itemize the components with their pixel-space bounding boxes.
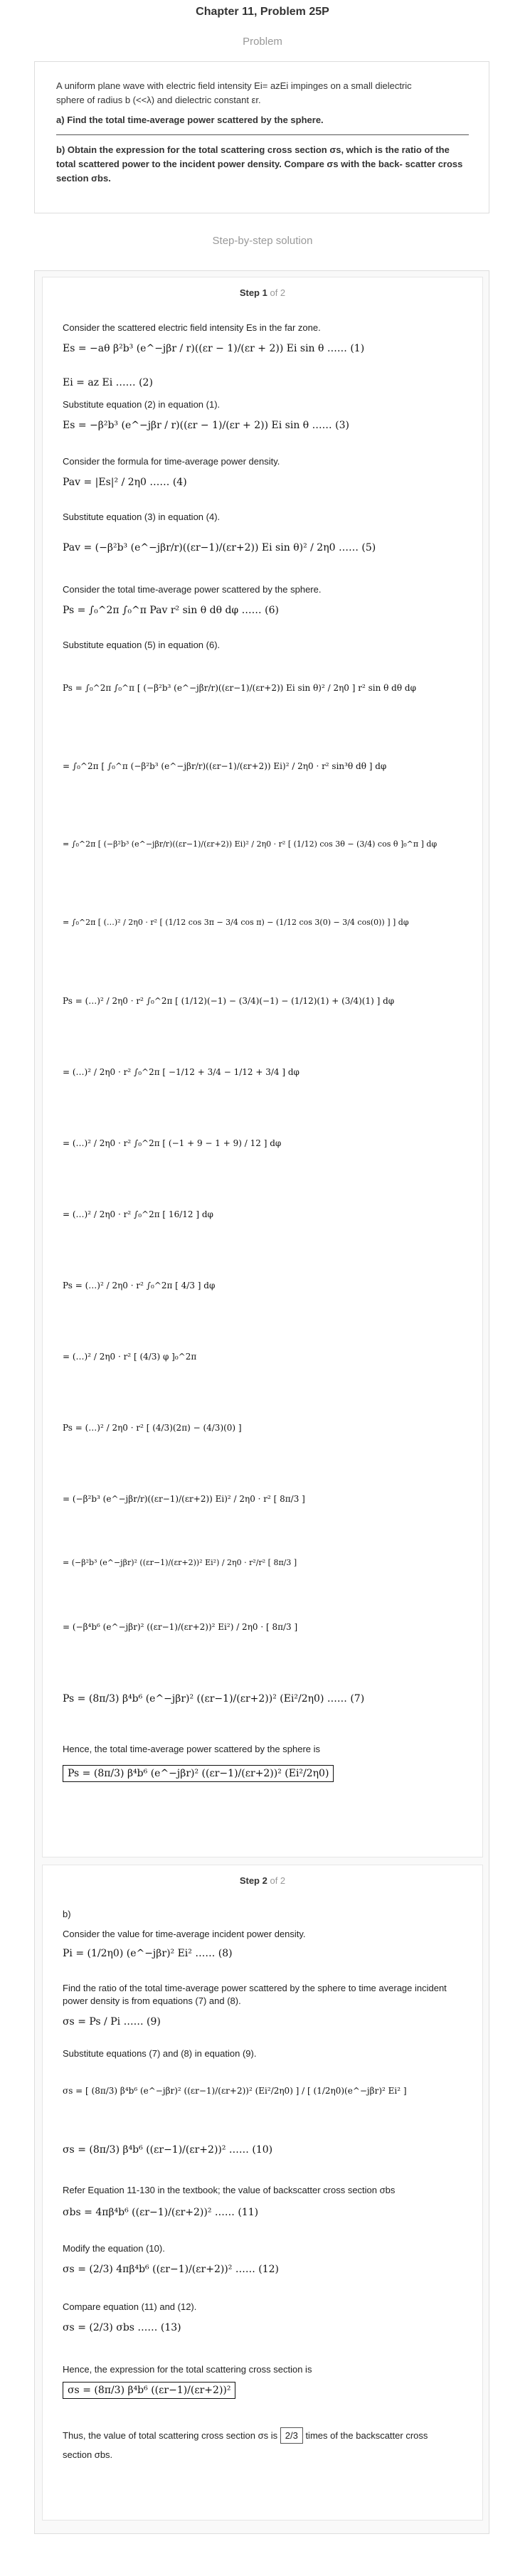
part-b-label: b) [56,144,65,155]
conclusion-text-2: times of the backscatter cross [305,2430,428,2441]
equation-13: σs = (2/3) σbs …… (13) [63,2322,181,2333]
text-line: Substitute equation (3) in equation (4). [63,512,221,522]
tab-problem[interactable]: Problem [243,36,282,48]
derivation-line: Ps = (…)² / 2η0 · r² ∫₀^2π [ 4/3 ] dφ [63,1281,216,1290]
part-a-label: a) [56,115,65,125]
part-b-line-2: total scattered power to the incident power density. Compare σs with the back- scatter cross [56,159,463,169]
text-line: Hence, the expression for the total scattering cross section is [63,2364,312,2375]
equation-5: Pav = (−β²b³ (e^−jβr/r)((εr−1)/(εr+2)) Ei sin θ)² / 2η0 …… (5) [63,542,376,553]
derivation-line: = (−β²b³ (e^−jβr/r)((εr−1)/(εr+2)) Ei)² / 2η0 · r² [ 8π/3 ] [63,1494,305,1504]
text-line: Substitute equation (5) in equation (6). [63,640,221,650]
text-line: Consider the scattered electric field intensity Es in the far zone. [63,322,321,333]
text-line: Compare equation (11) and (12). [63,2301,197,2312]
problem-text-line-1: A uniform plane wave with electric field intensity Ei= azEi impinges on a small dielectric [56,80,412,91]
equation-12: σs = (2/3) 4πβ⁴b⁶ ((εr−1)/(εr+2))² …… (12) [63,2264,280,2275]
text-line: Consider the value for time-average incident power density. [63,1929,306,1939]
equation-3: Es = −β²b³ (e^−jβr / r)((εr − 1)/(εr + 2)) Ei sin θ …… (3) [63,420,349,431]
derivation-line: = (−β⁴b⁶ (e^−jβr)² ((εr−1)/(εr+2))² Ei²) / 2η0 · [ 8π/3 ] [63,1622,298,1632]
text-line: Substitute equations (7) and (8) in equation (9). [63,2048,257,2059]
text-line: b) [63,1909,71,1919]
equation-8: Pi = (1/2η0) (e^−jβr)² Ei² …… (8) [63,1948,233,1959]
text-line: Modify the equation (10). [63,2243,165,2254]
derivation-line: = (…)² / 2η0 · r² ∫₀^2π [ −1/12 + 3/4 − 1/12 + 3/4 ] dφ [63,1067,299,1077]
part-b-text-1: Obtain the expression for the total scattering cross section σs, which is the ratio of the [67,144,450,155]
equation-4: Pav = |Es|² / 2η0 …… (4) [63,477,187,488]
derivation-line: = ∫₀^2π [ ∫₀^π (−β²b³ (e^−jβr/r)((εr−1)/(εr+2)) Ei)² / 2η0 · r² sin³θ dθ ] dφ [63,761,387,771]
part-a-text: Find the total time-average power scattered by the sphere. [67,115,324,125]
text-line: Consider the total time-average power scattered by the sphere. [63,584,322,595]
solution-container [34,270,489,2534]
answer-1: Ps = (8π/3) β⁴b⁶ (e^−jβr)² ((εr−1)/(εr+2))² (Ei²/2η0) [63,1765,334,1782]
problem-text-line-2: sphere of radius b (<<λ) and dielectric constant εr. [56,95,261,105]
derivation-line: = (…)² / 2η0 · r² [ (4/3) φ ]₀^2π [63,1352,197,1362]
equation-9: σs = Ps / Pi …… (9) [63,2016,161,2028]
text-line: Refer Equation 11-130 in the textbook; the value of backscatter cross section σbs [63,2185,396,2195]
step-1-label: Step 1 [239,287,267,298]
derivation-line: Ps = (…)² / 2η0 · r² ∫₀^2π [ (1/12)(−1) − (3/4)(−1) − (1/12)(1) + (3/4)(1) ] dφ [63,996,395,1006]
equation-2: Ei = az Ei …… (2) [63,377,153,388]
equation-10: σs = (8π/3) β⁴b⁶ ((εr−1)/(εr+2))² …… (10) [63,2144,273,2156]
derivation-line: = ∫₀^2π [ (…)² / 2η0 · r² [ (1/12 cos 3π − 3/4 cos π) − (1/12 cos 3(0) − 3/4 cos(0)) ] ] dφ [63,918,409,927]
problem-statement [34,61,489,213]
part-b-line-1 [56,143,469,157]
tab-solution[interactable]: Step-by-step solution [212,235,313,247]
derivation-line: Ps = ∫₀^2π ∫₀^π [ (−β²b³ (e^−jβr/r)((εr−1)/(εr+2)) Ei sin θ)² / 2η0 ] r² sin θ dθ dφ [63,683,416,693]
step-2-label: Step 2 [239,1875,267,1886]
derivation-line: = (…)² / 2η0 · r² ∫₀^2π [ 16/12 ] dφ [63,1209,213,1219]
step-2-count: of 2 [270,1875,286,1886]
step-1-header [43,287,482,298]
step-1-count: of 2 [270,287,286,298]
conclusion-line [63,2427,428,2444]
part-a [56,113,469,127]
equation-6: Ps = ∫₀^2π ∫₀^π Pav r² sin θ dθ dφ …… (6) [63,605,279,616]
text-line: section σbs. [63,2449,113,2460]
part-b-line-3: section σbs. [56,173,111,184]
page-title: Chapter 11, Problem 25P [196,6,329,18]
text-line: Hence, the total time-average power scattered by the sphere is [63,1744,321,1754]
equation-9-substituted: σs = [ (8π/3) β⁴b⁶ (e^−jβr)² ((εr−1)/(εr+2))² (Ei²/2η0) ] / [ (1/2η0)(e^−jβr)² Ei² ] [63,2086,407,2096]
step-2-header [43,1875,482,1886]
step-2-panel [42,1865,483,2521]
derivation-line: Ps = (…)² / 2η0 · r² [ (4/3)(2π) − (4/3)(0) ] [63,1423,242,1433]
equation-1: Es = −aθ β²b³ (e^−jβr / r)((εr − 1)/(εr + 2)) Ei sin θ …… (1) [63,343,365,354]
answer-box-1 [63,1768,334,1779]
text-line: Consider the formula for time-average power density. [63,456,280,467]
answer-3: 2/3 [280,2427,303,2444]
answer-2: σs = (8π/3) β⁴b⁶ ((εr−1)/(εr+2))² [63,2382,235,2399]
divider [56,134,469,135]
derivation-line: = (−β²b³ (e^−jβr)² ((εr−1)/(εr+2))² Ei²) / 2η0 · r²/r² [ 8π/3 ] [63,1558,297,1567]
conclusion-text-1: Thus, the value of total scattering cross section σs is [63,2430,278,2441]
derivation-line: = ∫₀^2π [ (−β²b³ (e^−jβr/r)((εr−1)/(εr+2)) Ei)² / 2η0 · r² [ (1/12) cos 3θ − (3/4) cos θ ]₀^π ] dφ [63,839,438,849]
text-line: power density is from equations (7) and (8). [63,1995,241,2006]
text-line: Find the ratio of the total time-average power scattered by the sphere to time average incident [63,1983,447,1993]
text-line: Substitute equation (2) in equation (1). [63,399,221,410]
equation-7: Ps = (8π/3) β⁴b⁶ (e^−jβr)² ((εr−1)/(εr+2))² (Ei²/2η0) …… (7) [63,1693,365,1705]
step-1-panel [42,277,483,1857]
derivation-line: = (…)² / 2η0 · r² ∫₀^2π [ (−1 + 9 − 1 + 9) / 12 ] dφ [63,1138,282,1148]
answer-box-2 [63,2385,235,2396]
equation-11: σbs = 4πβ⁴b⁶ ((εr−1)/(εr+2))² …… (11) [63,2207,259,2218]
